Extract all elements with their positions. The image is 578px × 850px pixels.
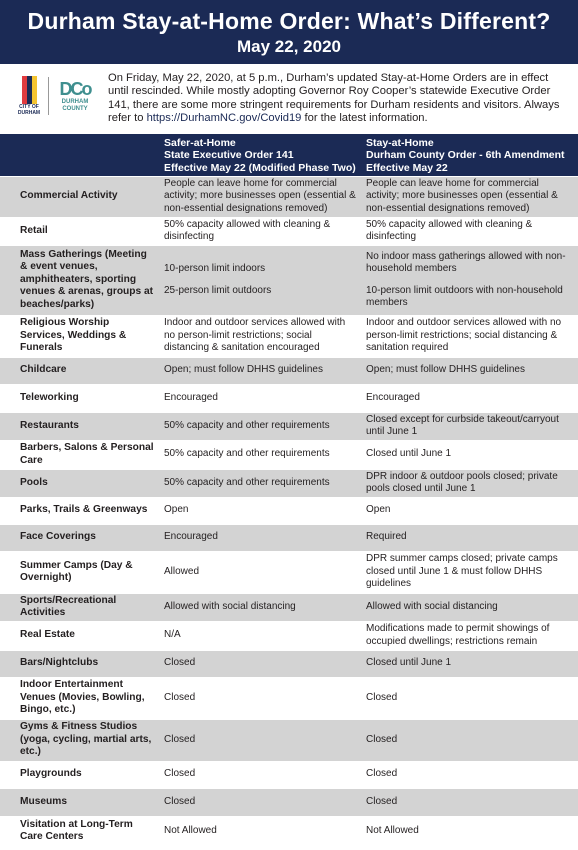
row-state-line1: 10-person limit indoors bbox=[164, 263, 266, 274]
table-row bbox=[0, 816, 578, 846]
row-category: Retail bbox=[0, 217, 160, 245]
intro-text-before: On Friday, May 22, 2020, at 5 p.m., Durham’s updated Stay-at-Home Orders are in effect until rescinded. While mostly adopting Governor Roy Cooper’s statewide Executive Order 141, there are some more stringent requirements for Durham residents and visitors. Always refer to bbox=[108, 72, 560, 125]
row-state: Closed bbox=[160, 677, 362, 719]
table-row bbox=[0, 677, 578, 719]
row-state: Allowed with social distancing bbox=[160, 593, 362, 621]
row-category: Indoor Entertainment Venues (Movies, Bowling, Bingo, etc.) bbox=[0, 677, 160, 719]
row-state: Indoor and outdoor services allowed with no person-limit restrictions; social distancing & sanitation encouraged bbox=[160, 315, 362, 357]
row-durham: Required bbox=[362, 524, 578, 551]
page-title: Durham Stay-at-Home Order: What’s Different? bbox=[27, 8, 551, 34]
table-row bbox=[0, 384, 578, 412]
row-state-line2: 25-person limit outdoors bbox=[164, 284, 272, 296]
row-durham: Encouraged bbox=[362, 384, 578, 412]
table-row bbox=[0, 719, 578, 761]
row-category: Bars/Nightclubs bbox=[0, 650, 160, 677]
row-category: Childcare bbox=[0, 357, 160, 384]
row-state: Encouraged bbox=[160, 384, 362, 412]
row-gap bbox=[164, 276, 358, 285]
table-row bbox=[0, 593, 578, 621]
table-row bbox=[0, 357, 578, 384]
table-row bbox=[0, 315, 578, 357]
row-durham: Allowed with social distancing bbox=[362, 593, 578, 621]
row-state: Closed bbox=[160, 650, 362, 677]
city-logo-bar-yellow bbox=[32, 76, 37, 104]
row-category: Visitation at Long-Term Care Centers bbox=[0, 816, 160, 846]
row-durham: Open; must follow DHHS guidelines bbox=[362, 357, 578, 384]
row-durham: Open bbox=[362, 497, 578, 524]
row-durham: Indoor and outdoor services allowed with no person-limit restrictions; social distancing & sanitation required bbox=[362, 315, 578, 357]
row-category: Face Coverings bbox=[0, 524, 160, 551]
row-state: 50% capacity and other requirements bbox=[160, 469, 362, 497]
row-gap bbox=[366, 276, 574, 285]
row-state: Allowed bbox=[160, 551, 362, 593]
table-row bbox=[0, 621, 578, 650]
logos bbox=[16, 72, 108, 116]
durham-county-logo bbox=[55, 79, 95, 113]
table-row bbox=[0, 245, 578, 315]
row-state: Encouraged bbox=[160, 524, 362, 551]
header-durham-line1: Stay-at-Home bbox=[366, 137, 434, 149]
table-row bbox=[0, 551, 578, 593]
row-category: Gyms & Fitness Studios (yoga, cycling, martial arts, etc.) bbox=[0, 719, 160, 761]
row-state: Open bbox=[160, 497, 362, 524]
county-logo-text: DURHAM COUNTY bbox=[61, 99, 89, 112]
row-category: Playgrounds bbox=[0, 761, 160, 788]
row-durham: Closed bbox=[362, 719, 578, 761]
row-durham: Closed bbox=[362, 761, 578, 788]
row-durham: Closed bbox=[362, 788, 578, 816]
row-category: Summer Camps (Day & Overnight) bbox=[0, 551, 160, 593]
header-durham-line2: Durham County Order - 6th Amendment bbox=[366, 149, 565, 162]
row-category: Pools bbox=[0, 469, 160, 497]
row-durham-line1: No indoor mass gatherings allowed with non-household members bbox=[366, 250, 566, 274]
row-category: Mass Gatherings (Meeting & event venues, amphitheaters, sporting venues & arenas, groups at beaches/parks) bbox=[0, 245, 160, 315]
row-category: Sports/Recreational Activities bbox=[0, 593, 160, 621]
header-category bbox=[0, 134, 160, 176]
row-category: Restaurants bbox=[0, 412, 160, 440]
row-durham-line2: 10-person limit outdoors with non-household members bbox=[366, 284, 563, 308]
page-header bbox=[0, 0, 578, 64]
city-of-durham-logo bbox=[16, 76, 42, 116]
row-state: 50% capacity allowed with cleaning & disinfecting bbox=[160, 217, 362, 245]
row-state: 50% capacity and other requirements bbox=[160, 412, 362, 440]
row-durham: People can leave home for commercial activity; more businesses open (essential & non-essential designations removed) bbox=[362, 176, 578, 217]
row-durham: DPR indoor & outdoor pools closed; private pools closed until June 1 bbox=[362, 469, 578, 497]
row-state: Not Allowed bbox=[160, 816, 362, 846]
row-durham: Closed until June 1 bbox=[362, 440, 578, 469]
intro-text-after: for the latest information. bbox=[301, 112, 428, 125]
row-durham: Not Allowed bbox=[362, 816, 578, 846]
city-logo-text: CITY OF DURHAM bbox=[17, 104, 41, 116]
header-durham-line3: Effective May 22 bbox=[366, 161, 448, 174]
row-state: Closed bbox=[160, 788, 362, 816]
row-durham: Closed bbox=[362, 677, 578, 719]
table-row bbox=[0, 217, 578, 245]
row-state: 50% capacity and other requirements bbox=[160, 440, 362, 469]
row-durham: Closed except for curbside takeout/carryout until June 1 bbox=[362, 412, 578, 440]
row-category: Barbers, Salons & Personal Care bbox=[0, 440, 160, 469]
row-state: Open; must follow DHHS guidelines bbox=[160, 357, 362, 384]
page-date: May 22, 2020 bbox=[237, 37, 341, 56]
row-durham: 50% capacity allowed with cleaning & disinfecting bbox=[362, 217, 578, 245]
row-state: N/A bbox=[160, 621, 362, 650]
table-row bbox=[0, 497, 578, 524]
comparison-table bbox=[0, 134, 578, 846]
intro-section bbox=[0, 64, 578, 134]
table-row bbox=[0, 524, 578, 551]
county-logo-mark: DCo bbox=[59, 79, 91, 99]
covid19-link[interactable]: https://DurhamNC.gov/Covid19 bbox=[146, 112, 302, 125]
row-category: Commercial Activity bbox=[0, 176, 160, 217]
row-state: Closed bbox=[160, 761, 362, 788]
logo-divider bbox=[48, 77, 49, 115]
row-durham: Closed until June 1 bbox=[362, 650, 578, 677]
table-row bbox=[0, 469, 578, 497]
row-category: Museums bbox=[0, 788, 160, 816]
table-row bbox=[0, 788, 578, 816]
header-state-line1: Safer-at-Home bbox=[164, 137, 236, 149]
row-durham bbox=[362, 245, 578, 315]
header-state-line2: State Executive Order 141 bbox=[164, 149, 294, 162]
table-row bbox=[0, 650, 578, 677]
table-header-row bbox=[0, 134, 578, 176]
row-category: Real Estate bbox=[0, 621, 160, 650]
row-durham: Modifications made to permit showings of occupied dwellings; restrictions remain bbox=[362, 621, 578, 650]
row-state: People can leave home for commercial activity; more businesses open (essential & non-essential designations removed) bbox=[160, 176, 362, 217]
table-row bbox=[0, 412, 578, 440]
row-durham: DPR summer camps closed; private camps closed until June 1 & must follow DHHS guidelines bbox=[362, 551, 578, 593]
row-state bbox=[160, 245, 362, 315]
table-row bbox=[0, 440, 578, 469]
row-category: Parks, Trails & Greenways bbox=[0, 497, 160, 524]
intro-paragraph bbox=[108, 72, 570, 126]
city-logo-bars bbox=[22, 76, 37, 104]
header-state-order bbox=[160, 134, 362, 176]
table-row bbox=[0, 176, 578, 217]
row-category: Religious Worship Services, Weddings & Funerals bbox=[0, 315, 160, 357]
row-state: Closed bbox=[160, 719, 362, 761]
header-state-line3: Effective May 22 (Modified Phase Two) bbox=[164, 161, 356, 174]
table-row bbox=[0, 761, 578, 788]
row-category: Teleworking bbox=[0, 384, 160, 412]
header-durham-order bbox=[362, 134, 578, 176]
